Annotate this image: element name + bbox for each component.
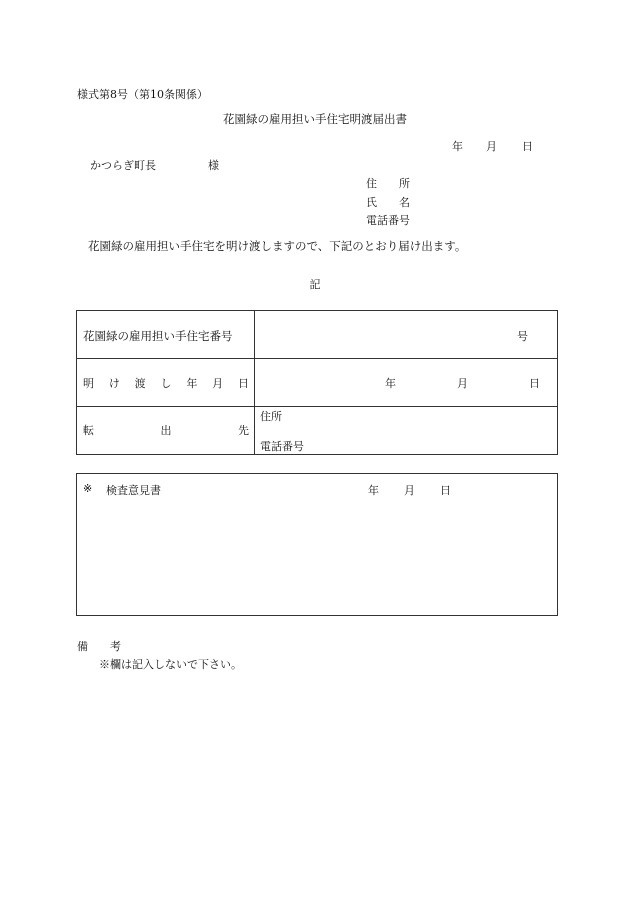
inspection-month: 月 — [404, 484, 415, 497]
date-year: 年 — [452, 140, 463, 153]
inspection-day: 日 — [440, 484, 451, 497]
row2-label-char: 月 — [212, 377, 224, 390]
detail-table — [76, 310, 558, 455]
date-month: 月 — [486, 140, 497, 153]
addressee: かつらぎ町長 — [90, 159, 156, 172]
form-number: 様式第8号（第10条関係） — [77, 88, 208, 101]
body-text: 花園緑の雇用担い手住宅を明け渡しますので、下記のとおり届け出ます。 — [88, 239, 467, 253]
row2-label-char: け — [108, 377, 120, 390]
row1-unit: 号 — [517, 330, 528, 343]
row3-label — [83, 422, 249, 438]
row2-month: 月 — [457, 377, 468, 390]
inspection-year: 年 — [368, 484, 379, 497]
row3-label-char: 先 — [238, 424, 249, 437]
addressee-suffix: 様 — [208, 159, 219, 172]
row3-label-char: 出 — [160, 424, 172, 437]
applicant-address-label: 住 所 — [366, 177, 410, 190]
table-row-divider — [77, 358, 557, 359]
row3-phone-label: 電話番号 — [260, 440, 304, 453]
row2-label — [83, 375, 249, 391]
inspection-mark: ※ — [83, 482, 93, 495]
row2-year: 年 — [385, 377, 396, 390]
row2-label-char: 渡 — [134, 377, 146, 390]
applicant-name-label: 氏 名 — [366, 196, 410, 209]
table-vertical-divider — [254, 311, 255, 454]
row1-label: 花園緑の雇用担い手住宅番号 — [83, 329, 233, 343]
row3-address-label: 住所 — [260, 410, 282, 423]
row2-label-char: 年 — [186, 377, 198, 390]
inspection-label: 検査意見書 — [106, 484, 161, 497]
table-row-divider — [77, 406, 557, 407]
notes-heading: 備 考 — [77, 640, 121, 653]
ki-heading: 記 — [309, 278, 321, 291]
notes-text: ※欄は記入しないで下さい。 — [99, 658, 242, 671]
date-day: 日 — [522, 140, 533, 153]
row2-label-char: 明 — [83, 377, 94, 390]
applicant-phone-label: 電話番号 — [366, 214, 410, 227]
row2-label-char: し — [160, 377, 172, 390]
document-title: 花園緑の雇用担い手住宅明渡届出書 — [223, 112, 407, 126]
row2-day: 日 — [529, 377, 540, 390]
row3-label-char: 転 — [83, 424, 94, 437]
inspection-box — [76, 473, 558, 616]
row2-label-char: 日 — [237, 377, 249, 390]
